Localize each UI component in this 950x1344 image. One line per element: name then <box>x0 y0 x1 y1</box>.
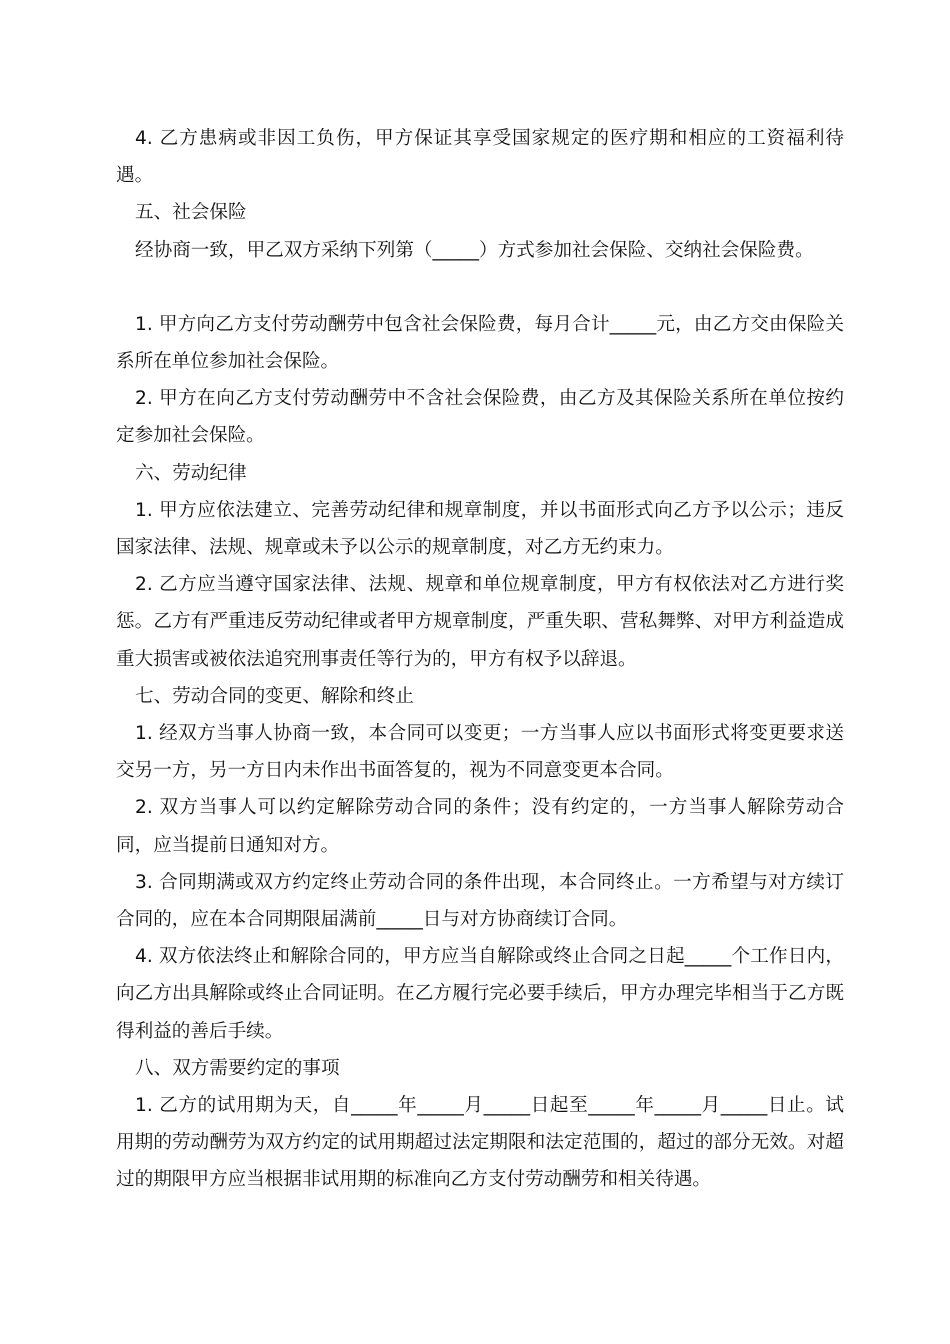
section-heading-8: 八、双方需要约定的事项 <box>135 1057 340 1079</box>
section-heading-6: 六、劳动纪律 <box>135 462 247 484</box>
section-5-intro: 经协商一致，甲乙双方采纳下列第（_____）方式参加社会保险、交纳社会保险费。 <box>135 239 814 261</box>
clause-6-1: 1. 甲方应依法建立、完善劳动纪律和规章制度，并以书面形式向乙方予以公示；违反国家法律、法规、规章或未予以公示的规章制度，对乙方无约束力。 <box>116 499 844 559</box>
clause-4-4: 4. 乙方患病或非因工负伤，甲方保证其享受国家规定的医疗期和相应的工资福利待遇。 <box>116 128 844 187</box>
clause-5-1: 1. 甲方向乙方支付劳动酬劳中包含社会保险费，每月合计_____元，由乙方交由保险关系所在单位参加社会保险。 <box>116 313 844 373</box>
clause-7-2: 2. 双方当事人可以约定解除劳动合同的条件；没有约定的，一方当事人解除劳动合同，应当提前日通知对方。 <box>116 797 844 856</box>
document-page <box>116 120 844 1199</box>
section-heading-7: 七、劳动合同的变更、解除和终止 <box>135 685 414 707</box>
clause-8-1: 1. 乙方的试用期为天，自_____年_____月_____日起至_____年_____月_____日止。试用期的劳动酬劳为双方约定的试用期超过法定期限和法定范围的，超过的部分无效。对超过的期限甲方应当根据非试用期的标准向乙方支付劳动酬劳和相关待遇。 <box>116 1095 844 1191</box>
clause-5-2: 2. 甲方在向乙方支付劳动酬劳中不含社会保险费，由乙方及其保险关系所在单位按约定参加社会保险。 <box>116 388 844 447</box>
section-heading-5: 五、社会保险 <box>135 202 247 224</box>
clause-7-4: 4. 双方依法终止和解除合同的，甲方应当自解除或终止合同之日起_____个工作日内，向乙方出具解除或终止合同证明。在乙方履行完必要手续后，甲方办理完毕相当于乙方既得利益的善后手续。 <box>116 946 844 1042</box>
clause-7-1: 1. 经双方当事人协商一致，本合同可以变更；一方当事人应以书面形式将变更要求送交另一方，另一方日内未作出书面答复的，视为不同意变更本合同。 <box>116 723 844 782</box>
clause-7-3: 3. 合同期满或双方约定终止劳动合同的条件出现，本合同终止。一方希望与对方续订合同的，应在本合同期限届满前_____日与对方协商续订合同。 <box>116 871 844 931</box>
clause-6-2: 2. 乙方应当遵守国家法律、法规、规章和单位规章制度，甲方有权依法对乙方进行奖惩。乙方有严重违反劳动纪律或者甲方规章制度，严重失职、营私舞弊、对甲方利益造成重大损害或被依法追究刑事责任等行为的，甲方有权予以辞退。 <box>116 574 844 670</box>
blank-line <box>116 269 844 306</box>
